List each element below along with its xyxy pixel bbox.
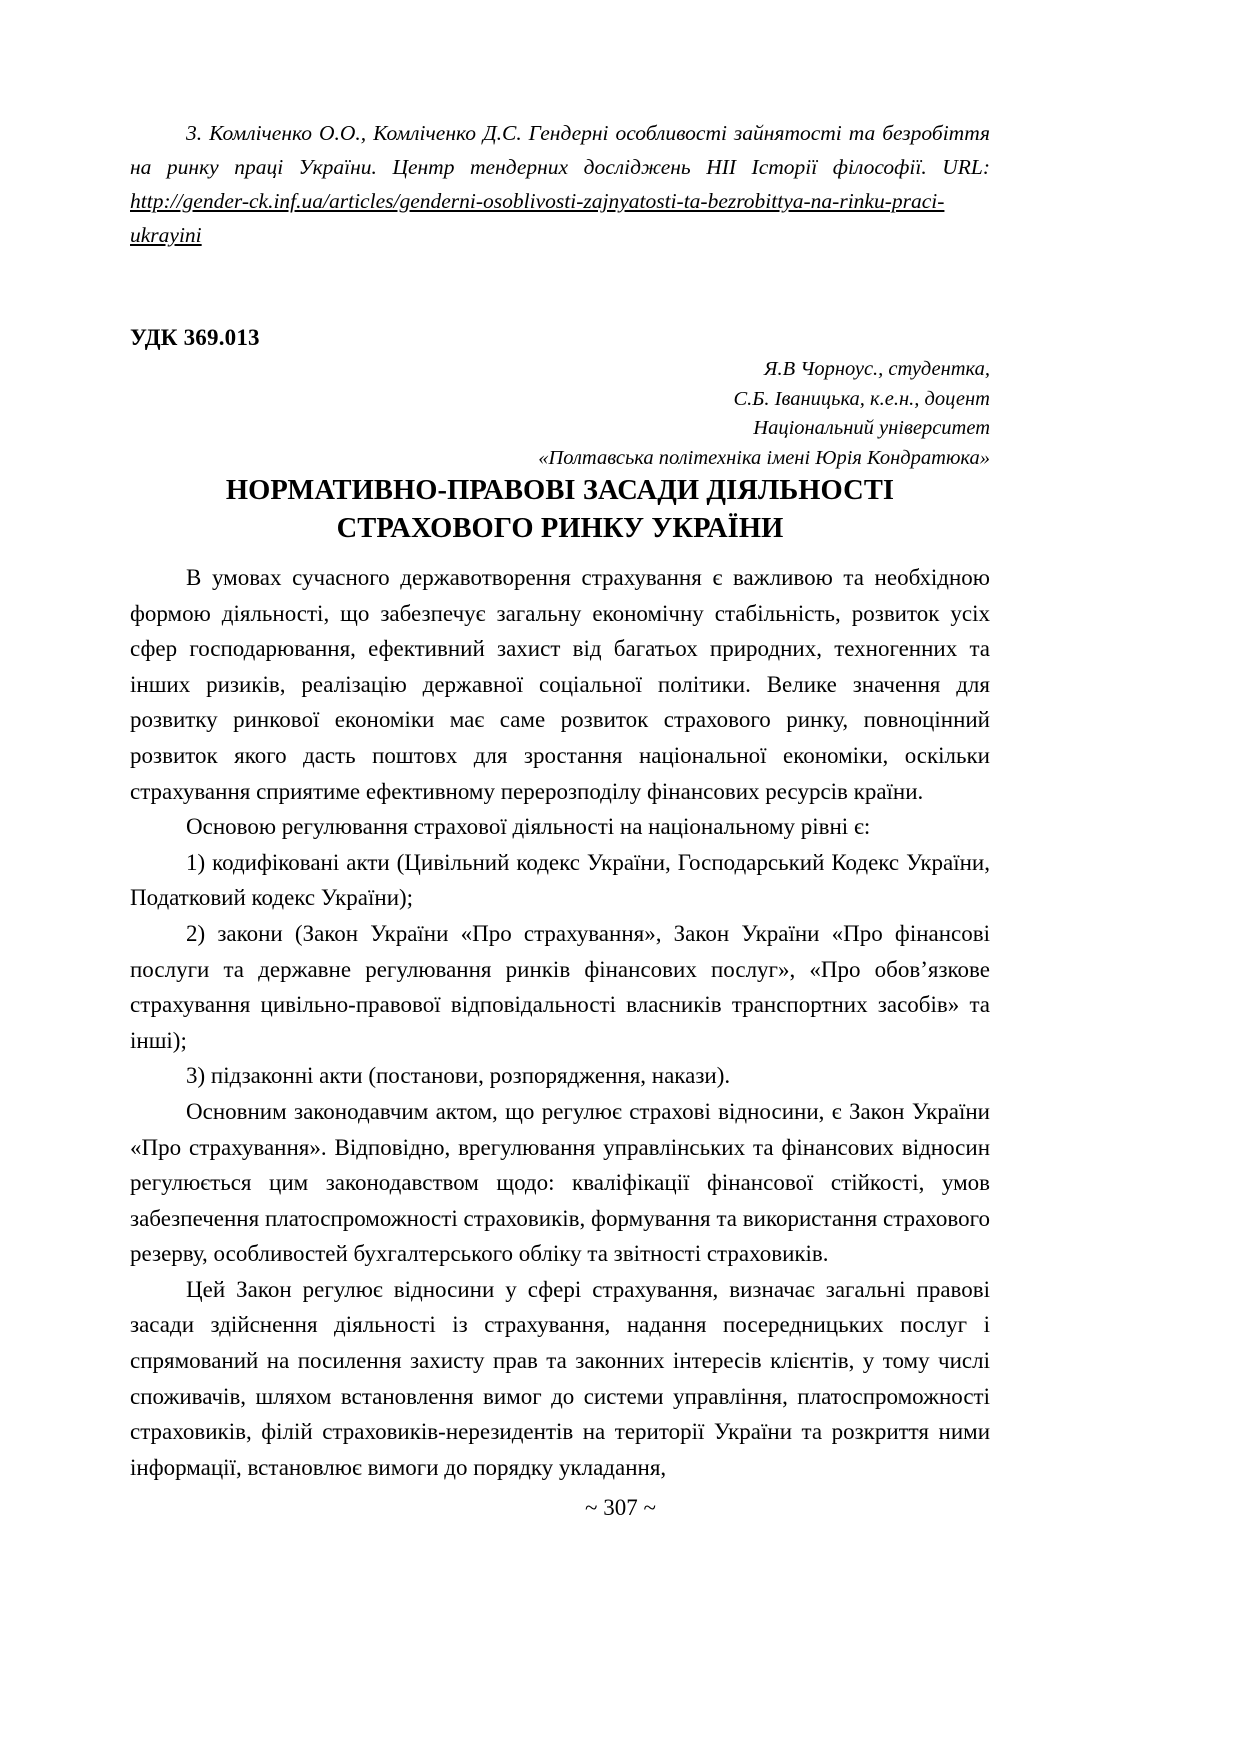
article-body (130, 560, 990, 1485)
body-paragraph: Цей Закон регулює відносини у сфері страхування, визначає загальні правові засади здійснення діяльності із страхування, надання посередницьких послуг і спрямований на посилення захисту прав та законних інтересів клієнтів, у тому числі споживачів, шляхом встановлення вимог до системи управління, платоспроможності страховиків, філій страховиків-нерезидентів на території України та розкриття ними інформації, встановлює вимоги до порядку укладання, (130, 1276, 990, 1480)
page-title (130, 472, 990, 548)
author-block (230, 355, 990, 473)
body-paragraph: 3) підзаконні акти (постанови, розпорядження, накази). (186, 1063, 731, 1089)
reference-section (130, 116, 990, 252)
affiliation-line-2: «Полтавська політехніка імені Юрія Кондратюка» (538, 446, 990, 469)
page-footer-number: ~ 307 ~ (585, 1495, 656, 1520)
body-paragraph: Основою регулювання страхової діяльності на національному рівні є: (186, 814, 871, 840)
affiliation-line-1: Національний університет (753, 417, 990, 439)
author-line-1: Я.В Чорноус., студентка, (763, 358, 990, 380)
page-title-line-2: СТРАХОВОГО РИНКУ УКРАЇНИ (336, 513, 784, 544)
reference-url-link[interactable]: http://gender-ck.inf.ua/articles/genderni-osoblivosti-zajnyatosti-ta-bezrobittya-na-rinku-praci-ukrayini (130, 189, 945, 247)
author-line-2: С.Б. Іваницька, к.е.н., доцент (733, 387, 990, 410)
bibliography-entry (130, 116, 990, 252)
reference-text: 3. Комліченко О.О., Комліченко Д.С. Гендерні особливості зайнятості та безробіття на ринку праці України. Центр тендерних досліджень НІІ Історії філософії. URL: (130, 121, 990, 179)
body-paragraph: В умовах сучасного державотворення страхування є важливою та необхідною формою діяльності, що забезпечує загальну економічну стабільність, розвиток усіх сфер господарювання, ефективний захист від багатьох природних, техногенних та інших ризиків, реалізацію державної соціальної політики. Велике значення для розвитку ринкової економіки має саме розвиток страхового ринку, повноцінний розвиток якого дасть поштовх для зростання національної економіки, оскільки страхування сприятиме ефективному перерозподілу фінансових ресурсів країни. (130, 565, 990, 804)
page-title-line-1: НОРМАТИВНО-ПРАВОВІ ЗАСАДИ ДІЯЛЬНОСТІ (225, 475, 895, 506)
body-paragraph: 1) кодифіковані акти (Цивільний кодекс України, Господарський Кодекс України, Податковий кодекс України); (130, 849, 990, 911)
body-paragraph: Основним законодавчим актом, що регулює страхові відносини, є Закон України «Про страхування». Відповідно, врегулювання управлінських та фінансових відносин регулюється цим законодавством щодо: кваліфікації фінансової стійкості, умов забезпечення платоспроможності страховиків, формування та використання страхового резерву, особливостей бухгалтерського обліку та звітності страховиків. (130, 1098, 990, 1267)
udk-code: УДК 369.013 (130, 325, 260, 350)
body-paragraph: 2) закони (Закон України «Про страхування», Закон України «Про фінансові послуги та державне регулювання ринків фінансових послуг», «Про обов’язкове страхування цивільно-правової відповідальності власників транспортних засобів» та інші); (130, 920, 990, 1053)
